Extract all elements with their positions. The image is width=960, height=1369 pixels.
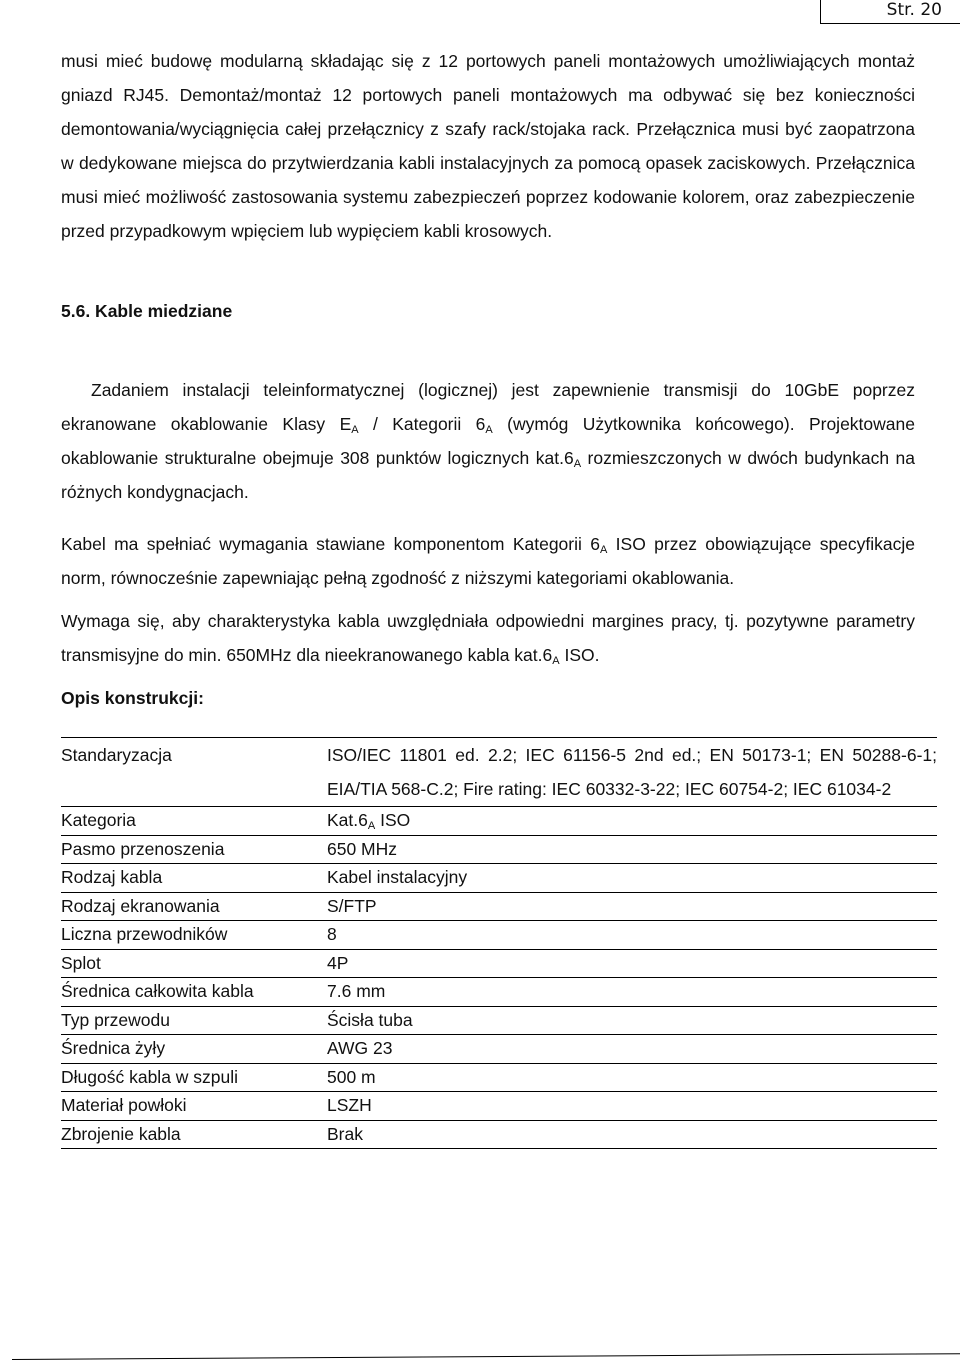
spec-row	[61, 1120, 937, 1149]
task-sub-2: A	[485, 424, 493, 436]
section-heading: 5.6. Kable miedziane	[61, 301, 233, 321]
spec-label: Typ przewodu	[61, 1009, 170, 1030]
task-text-2: / Kategorii 6	[358, 414, 486, 434]
category-value-sub: A	[367, 820, 376, 832]
spec-row	[61, 1063, 937, 1092]
spec-value: 500 m	[327, 1066, 376, 1087]
standard-value: ISO/IEC 11801 ed. 2.2; IEC 61156-5 2nd ed.; EN 50173-1; EN 50288-6-1; EIA/TIA 568-C.2; Fire rating: IEC 60332-3-22; IEC 60754-2; IEC 61034-2	[327, 745, 937, 799]
spec-row-category	[61, 807, 937, 836]
spec-label: Średnica żyły	[61, 1038, 166, 1058]
spec-value: 4P	[327, 952, 349, 973]
spec-value: Ścisła tuba	[327, 1009, 413, 1030]
spec-row	[61, 835, 937, 864]
spec-label: Materiał powłoki	[61, 1095, 187, 1115]
spec-row	[61, 978, 937, 1007]
task-sub-1: A	[351, 424, 359, 436]
spec-value: Brak	[327, 1123, 363, 1144]
spec-row	[61, 949, 937, 978]
page-number: Str. 20	[820, 0, 960, 24]
spec-label: Długość kabla w szpuli	[61, 1066, 239, 1087]
spec-label: Rodzaj ekranowania	[61, 895, 220, 916]
spec-value: LSZH	[327, 1095, 372, 1115]
spec-row	[61, 921, 937, 950]
spec-value: AWG 23	[327, 1038, 393, 1058]
spec-value: 7.6 mm	[327, 981, 386, 1001]
spec-row	[61, 1035, 937, 1064]
intro-text: musi mieć budowę modularną składając się z 12 portowych paneli montażowych umożliwiających montaż gniazd RJ45. Demontaż/montaż 12 portowych paneli montażowych ma odbywać się bez konieczności demontowania/wyciągnięcia całej przełącznicy z szafy rack/stojaka rack. Przełącznica musi być zaopatrzona w dedykowane miejsca do przytwierdzania kabli instalacyjnych za pomocą opasek zaciskowych. Przełącznica musi mieć możliwość zastosowania systemu zabezpieczeń poprzez kodowanie kolorem, oraz zabezpieczenie przed przypadkowym wpięciem lub wypięciem kabli krosowych.	[61, 51, 915, 241]
spec-row-standard	[61, 738, 937, 807]
spec-row	[61, 1092, 937, 1121]
spec-value: 8	[327, 924, 337, 944]
task-text-3: (wymóg Użytkownika końcowego). Projektowane okablowanie strukturalne obejmuje 308 punktów logicznych kat.6	[61, 414, 915, 468]
footer-divider	[12, 1353, 960, 1360]
cable-text-1: Kabel ma spełniać wymagania stawiane komponentom Kategorii 6	[61, 534, 600, 554]
cable-paragraph	[61, 527, 915, 595]
spec-value	[327, 738, 937, 807]
spec-value: S/FTP	[327, 895, 377, 916]
document-body	[61, 44, 937, 1149]
spec-label: Zbrojenie kabla	[61, 1123, 181, 1144]
margin-sub-1: A	[552, 655, 560, 667]
task-text-1: Zadaniem instalacji teleinformatycznej (logicznej) jest zapewnienie transmisji do 10GbE poprzez ekranowane okablowanie Klasy E	[61, 380, 915, 434]
spec-value	[327, 807, 937, 836]
task-text-4: rozmieszczonych w dwóch budynkach na różnych kondygnacjach.	[61, 448, 916, 502]
spec-label: Standaryzacja	[61, 745, 172, 765]
spec-table	[61, 737, 937, 1149]
spec-label: Kategoria	[61, 810, 136, 830]
task-sub-3: A	[573, 458, 582, 470]
margin-paragraph	[61, 604, 915, 672]
spec-row	[61, 864, 937, 893]
spec-label: Rodzaj kabla	[61, 867, 163, 887]
spec-label: Pasmo przenoszenia	[61, 838, 225, 859]
spec-value: Kabel instalacyjny	[327, 867, 468, 887]
spec-label: Splot	[61, 952, 101, 973]
spec-row	[61, 1006, 937, 1035]
spec-row	[61, 892, 937, 921]
intro-paragraph	[61, 44, 915, 248]
spec-label: Liczna przewodników	[61, 924, 228, 944]
category-value-post: ISO	[375, 810, 411, 830]
category-value-pre: Kat.6	[327, 810, 368, 830]
spec-value: 650 MHz	[327, 838, 398, 859]
task-paragraph	[61, 373, 915, 509]
margin-text-1: Wymaga się, aby charakterystyka kabla uwzględniała odpowiedni margines pracy, tj. pozytywne parametry transmisyjne do min. 650MHz dla nieekranowanego kabla kat.6	[61, 611, 915, 665]
cable-sub-1: A	[599, 544, 608, 556]
spec-label: Średnica całkowita kabla	[61, 981, 254, 1001]
construction-heading: Opis konstrukcji:	[61, 688, 204, 708]
cable-text-2: ISO przez obowiązujące specyfikacje norm, równocześnie zapewniając pełną zgodność z niższymi kategoriami okablowania.	[61, 534, 916, 588]
margin-text-2: ISO.	[559, 645, 600, 665]
